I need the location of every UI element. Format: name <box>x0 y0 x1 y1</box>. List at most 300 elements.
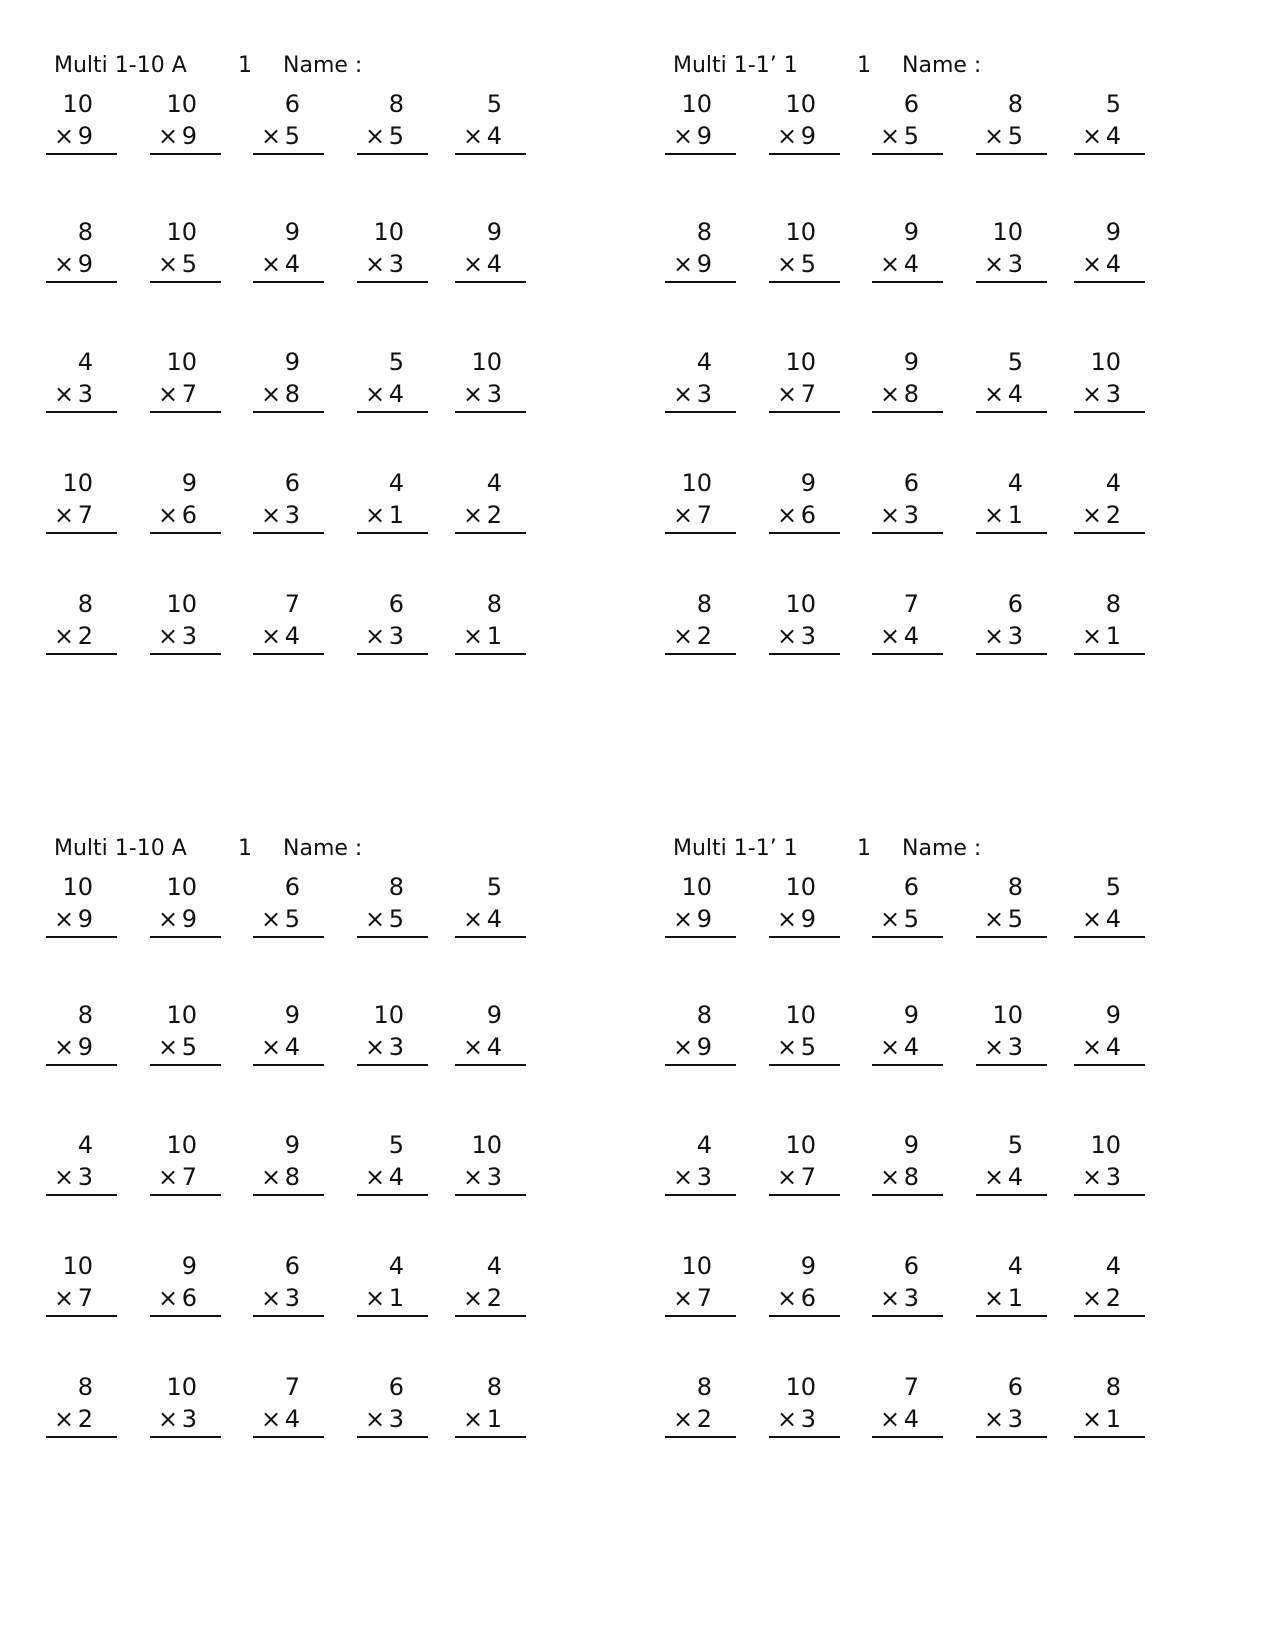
answer-line <box>357 1285 428 1317</box>
times-sign: × <box>54 905 75 933</box>
multiplication-problem <box>976 589 1047 653</box>
multiplier: 6 <box>800 501 816 529</box>
answer-line <box>872 381 943 413</box>
multiplicand: 8 <box>388 90 404 118</box>
multiplication-problem <box>665 589 736 653</box>
multiplier: 8 <box>903 1163 919 1191</box>
multiplicand: 9 <box>181 469 197 497</box>
multiplicand: 7 <box>284 590 300 618</box>
multiplier: 3 <box>1007 1405 1023 1433</box>
times-sign: × <box>673 250 694 278</box>
multiplication-problem <box>769 347 840 411</box>
answer-line <box>253 502 324 534</box>
times-sign: × <box>1082 1405 1103 1433</box>
answer-line <box>455 1406 526 1438</box>
multiplication-problem <box>976 1251 1047 1315</box>
answer-line <box>357 1406 428 1438</box>
multiplier: 3 <box>77 1163 93 1191</box>
times-sign: × <box>1082 1033 1103 1061</box>
multiplication-problem <box>357 589 428 653</box>
multiplicand: 10 <box>373 1001 404 1029</box>
problem-row <box>665 217 1225 281</box>
answer-line <box>1074 251 1145 283</box>
multiplier: 4 <box>486 905 502 933</box>
multiplicand: 4 <box>77 1131 93 1159</box>
multiplier: 9 <box>77 250 93 278</box>
answer-line <box>665 906 736 938</box>
multiplicand: 8 <box>388 873 404 901</box>
multiplication-problem <box>665 1000 736 1064</box>
worksheet-title: Multi 1-10 A <box>54 53 187 78</box>
multiplication-problem <box>769 589 840 653</box>
times-sign: × <box>261 250 282 278</box>
times-sign: × <box>1082 905 1103 933</box>
multiplier: 1 <box>486 1405 502 1433</box>
times-sign: × <box>984 905 1005 933</box>
answer-line <box>253 1034 324 1066</box>
times-sign: × <box>777 1284 798 1312</box>
problem-row <box>46 89 606 153</box>
multiplication-problem <box>976 347 1047 411</box>
worksheet <box>665 50 1225 690</box>
name-label: Name : <box>283 836 363 861</box>
worksheet-header <box>46 50 566 82</box>
multiplicand: 4 <box>1007 1252 1023 1280</box>
answer-line <box>357 1034 428 1066</box>
answer-line <box>769 1285 840 1317</box>
answer-line <box>150 1406 221 1438</box>
multiplier: 9 <box>77 122 93 150</box>
times-sign: × <box>673 1405 694 1433</box>
times-sign: × <box>158 622 179 650</box>
times-sign: × <box>463 380 484 408</box>
multiplication-problem <box>253 1372 324 1436</box>
times-sign: × <box>777 1163 798 1191</box>
answer-line <box>357 251 428 283</box>
multiplication-problem <box>46 1000 117 1064</box>
multiplicand: 8 <box>1007 90 1023 118</box>
multiplicand: 5 <box>486 873 502 901</box>
multiplication-problem <box>46 468 117 532</box>
multiplication-problem <box>150 589 221 653</box>
multiplication-problem <box>665 217 736 281</box>
problem-row <box>46 468 606 532</box>
times-sign: × <box>463 1163 484 1191</box>
multiplier: 9 <box>77 1033 93 1061</box>
answer-line <box>253 1164 324 1196</box>
worksheet-number: 1 <box>238 836 252 861</box>
worksheet-title: Multi 1-1’ 1 <box>673 53 798 78</box>
times-sign: × <box>158 1284 179 1312</box>
multiplicand: 6 <box>903 90 919 118</box>
answer-line <box>872 623 943 655</box>
multiplier: 1 <box>1007 1284 1023 1312</box>
multiplier: 7 <box>181 1163 197 1191</box>
multiplication-problem <box>872 468 943 532</box>
worksheet-header <box>665 50 1185 82</box>
multiplier: 2 <box>77 622 93 650</box>
multiplicand: 10 <box>62 1252 93 1280</box>
multiplication-problem <box>872 217 943 281</box>
multiplicand: 10 <box>681 90 712 118</box>
answer-line <box>976 1164 1047 1196</box>
multiplier: 2 <box>486 1284 502 1312</box>
multiplicand: 8 <box>696 590 712 618</box>
multiplicand: 6 <box>1007 1373 1023 1401</box>
multiplicand: 8 <box>696 1001 712 1029</box>
multiplicand: 10 <box>62 90 93 118</box>
answer-line <box>455 502 526 534</box>
multiplication-problem <box>872 89 943 153</box>
multiplier: 7 <box>696 1284 712 1312</box>
answer-line <box>976 906 1047 938</box>
answer-line <box>872 251 943 283</box>
multiplier: 9 <box>181 122 197 150</box>
multiplication-problem <box>357 347 428 411</box>
multiplier: 7 <box>181 380 197 408</box>
multiplicand: 8 <box>696 218 712 246</box>
multiplicand: 10 <box>62 469 93 497</box>
times-sign: × <box>673 1033 694 1061</box>
answer-line <box>665 1164 736 1196</box>
multiplier: 3 <box>1105 380 1121 408</box>
multiplicand: 4 <box>1105 1252 1121 1280</box>
multiplicand: 7 <box>903 1373 919 1401</box>
answer-line <box>46 251 117 283</box>
multiplier: 2 <box>696 1405 712 1433</box>
problem-row <box>46 217 606 281</box>
answer-line <box>872 1034 943 1066</box>
multiplication-problem <box>769 468 840 532</box>
worksheet-header <box>665 833 1185 865</box>
answer-line <box>46 623 117 655</box>
multiplication-problem <box>357 1372 428 1436</box>
multiplication-problem <box>150 1130 221 1194</box>
multiplicand: 6 <box>388 1373 404 1401</box>
times-sign: × <box>777 250 798 278</box>
answer-line <box>1074 1406 1145 1438</box>
multiplication-problem <box>150 347 221 411</box>
times-sign: × <box>365 122 386 150</box>
multiplicand: 8 <box>1105 590 1121 618</box>
times-sign: × <box>463 1405 484 1433</box>
multiplication-problem <box>455 1251 526 1315</box>
multiplication-problem <box>769 1130 840 1194</box>
multiplicand: 6 <box>903 469 919 497</box>
multiplier: 5 <box>284 905 300 933</box>
answer-line <box>150 502 221 534</box>
multiplication-problem <box>150 1251 221 1315</box>
multiplication-problem <box>976 89 1047 153</box>
multiplicand: 10 <box>166 348 197 376</box>
multiplier: 3 <box>388 1033 404 1061</box>
times-sign: × <box>261 380 282 408</box>
multiplier: 4 <box>1105 1033 1121 1061</box>
times-sign: × <box>261 1163 282 1191</box>
answer-line <box>769 123 840 155</box>
answer-line <box>150 251 221 283</box>
multiplicand: 5 <box>1105 873 1121 901</box>
multiplier: 4 <box>388 1163 404 1191</box>
worksheet-title: Multi 1-1’ 1 <box>673 836 798 861</box>
multiplicand: 10 <box>785 1131 816 1159</box>
answer-line <box>665 251 736 283</box>
answer-line <box>455 1034 526 1066</box>
multiplication-problem <box>769 1251 840 1315</box>
times-sign: × <box>1082 622 1103 650</box>
times-sign: × <box>463 622 484 650</box>
times-sign: × <box>880 122 901 150</box>
multiplier: 9 <box>77 905 93 933</box>
answer-line <box>455 623 526 655</box>
multiplicand: 6 <box>284 1252 300 1280</box>
multiplier: 9 <box>696 905 712 933</box>
problem-row <box>665 1251 1225 1315</box>
times-sign: × <box>158 1163 179 1191</box>
multiplication-problem <box>253 1000 324 1064</box>
multiplication-problem <box>872 1130 943 1194</box>
answer-line <box>46 1034 117 1066</box>
answer-line <box>253 1406 324 1438</box>
multiplier: 5 <box>800 1033 816 1061</box>
times-sign: × <box>673 622 694 650</box>
multiplier: 4 <box>903 622 919 650</box>
multiplicand: 10 <box>992 1001 1023 1029</box>
times-sign: × <box>1082 250 1103 278</box>
multiplicand: 10 <box>785 590 816 618</box>
multiplier: 3 <box>388 1405 404 1433</box>
multiplier: 8 <box>903 380 919 408</box>
multiplier: 4 <box>903 250 919 278</box>
multiplication-problem <box>976 1372 1047 1436</box>
problem-row <box>665 89 1225 153</box>
multiplication-problem <box>253 1251 324 1315</box>
multiplication-problem <box>253 468 324 532</box>
multiplier: 6 <box>181 1284 197 1312</box>
multiplication-problem <box>665 1130 736 1194</box>
problem-row <box>665 468 1225 532</box>
times-sign: × <box>984 1284 1005 1312</box>
multiplier: 4 <box>284 1033 300 1061</box>
multiplier: 3 <box>1007 1033 1023 1061</box>
times-sign: × <box>984 1033 1005 1061</box>
answer-line <box>253 123 324 155</box>
multiplication-problem <box>455 1372 526 1436</box>
multiplication-problem <box>455 347 526 411</box>
multiplication-problem <box>769 1372 840 1436</box>
multiplier: 4 <box>1007 1163 1023 1191</box>
multiplier: 5 <box>388 905 404 933</box>
multiplier: 5 <box>388 122 404 150</box>
worksheet-number: 1 <box>238 53 252 78</box>
multiplication-problem <box>46 347 117 411</box>
answer-line <box>253 1285 324 1317</box>
answer-line <box>976 1285 1047 1317</box>
answer-line <box>769 1406 840 1438</box>
problem-row <box>46 1372 606 1436</box>
multiplication-problem <box>150 872 221 936</box>
worksheet-number: 1 <box>857 836 871 861</box>
answer-line <box>150 123 221 155</box>
multiplication-problem <box>357 89 428 153</box>
answer-line <box>665 1406 736 1438</box>
multiplication-problem <box>46 217 117 281</box>
multiplier: 4 <box>1007 380 1023 408</box>
problem-row <box>46 1130 606 1194</box>
times-sign: × <box>365 1163 386 1191</box>
times-sign: × <box>463 1284 484 1312</box>
multiplier: 3 <box>181 622 197 650</box>
multiplicand: 10 <box>785 348 816 376</box>
multiplier: 4 <box>284 1405 300 1433</box>
times-sign: × <box>365 380 386 408</box>
multiplication-problem <box>872 347 943 411</box>
multiplicand: 4 <box>486 469 502 497</box>
multiplication-problem <box>150 1372 221 1436</box>
times-sign: × <box>463 1033 484 1061</box>
multiplier: 4 <box>284 622 300 650</box>
times-sign: × <box>54 501 75 529</box>
multiplication-problem <box>253 217 324 281</box>
multiplication-problem <box>1074 347 1145 411</box>
multiplicand: 8 <box>77 1373 93 1401</box>
multiplication-problem <box>46 872 117 936</box>
answer-line <box>455 123 526 155</box>
multiplicand: 10 <box>471 1131 502 1159</box>
times-sign: × <box>673 122 694 150</box>
multiplier: 7 <box>77 501 93 529</box>
multiplicand: 9 <box>284 1001 300 1029</box>
multiplicand: 10 <box>373 218 404 246</box>
multiplicand: 9 <box>903 348 919 376</box>
answer-line <box>455 251 526 283</box>
multiplicand: 7 <box>284 1373 300 1401</box>
multiplicand: 9 <box>1105 1001 1121 1029</box>
problem-row <box>46 589 606 653</box>
times-sign: × <box>880 501 901 529</box>
times-sign: × <box>984 1405 1005 1433</box>
multiplicand: 8 <box>486 590 502 618</box>
multiplication-problem <box>665 1372 736 1436</box>
times-sign: × <box>777 501 798 529</box>
answer-line <box>253 906 324 938</box>
multiplier: 3 <box>1007 622 1023 650</box>
times-sign: × <box>880 622 901 650</box>
multiplication-problem <box>253 1130 324 1194</box>
times-sign: × <box>463 501 484 529</box>
multiplication-problem <box>872 1000 943 1064</box>
multiplicand: 8 <box>1007 873 1023 901</box>
answer-line <box>872 1285 943 1317</box>
times-sign: × <box>1082 1163 1103 1191</box>
times-sign: × <box>463 905 484 933</box>
multiplier: 1 <box>1105 622 1121 650</box>
multiplicand: 4 <box>77 348 93 376</box>
multiplier: 5 <box>1007 905 1023 933</box>
times-sign: × <box>777 1033 798 1061</box>
answer-line <box>872 1164 943 1196</box>
times-sign: × <box>365 250 386 278</box>
multiplier: 6 <box>800 1284 816 1312</box>
multiplier: 5 <box>181 1033 197 1061</box>
multiplication-problem <box>455 217 526 281</box>
multiplication-problem <box>455 589 526 653</box>
multiplicand: 10 <box>166 90 197 118</box>
multiplicand: 10 <box>471 348 502 376</box>
answer-line <box>46 1285 117 1317</box>
answer-line <box>1074 502 1145 534</box>
answer-line <box>769 1034 840 1066</box>
multiplier: 3 <box>696 1163 712 1191</box>
multiplier: 2 <box>1105 501 1121 529</box>
times-sign: × <box>54 1163 75 1191</box>
multiplicand: 10 <box>785 1001 816 1029</box>
times-sign: × <box>54 380 75 408</box>
multiplicand: 10 <box>1090 1131 1121 1159</box>
multiplier: 9 <box>800 905 816 933</box>
times-sign: × <box>54 122 75 150</box>
multiplier: 2 <box>696 622 712 650</box>
multiplication-problem <box>1074 217 1145 281</box>
times-sign: × <box>365 1284 386 1312</box>
multiplier: 1 <box>1105 1405 1121 1433</box>
multiplicand: 9 <box>486 218 502 246</box>
multiplication-problem <box>769 217 840 281</box>
answer-line <box>976 251 1047 283</box>
multiplication-problem <box>872 1372 943 1436</box>
multiplicand: 10 <box>62 873 93 901</box>
multiplier: 5 <box>903 122 919 150</box>
problem-row <box>665 347 1225 411</box>
answer-line <box>769 623 840 655</box>
multiplier: 5 <box>181 250 197 278</box>
multiplication-problem <box>455 1000 526 1064</box>
times-sign: × <box>261 1405 282 1433</box>
multiplicand: 9 <box>800 1252 816 1280</box>
multiplication-problem <box>665 1251 736 1315</box>
problem-row <box>46 1251 606 1315</box>
multiplication-problem <box>253 872 324 936</box>
answer-line <box>1074 1285 1145 1317</box>
times-sign: × <box>777 122 798 150</box>
answer-line <box>46 381 117 413</box>
multiplicand: 8 <box>77 218 93 246</box>
multiplier: 7 <box>696 501 712 529</box>
problem-row <box>46 347 606 411</box>
multiplication-problem <box>976 872 1047 936</box>
multiplication-problem <box>872 872 943 936</box>
multiplier: 7 <box>800 1163 816 1191</box>
multiplicand: 10 <box>785 90 816 118</box>
multiplier: 7 <box>77 1284 93 1312</box>
multiplicand: 5 <box>1105 90 1121 118</box>
answer-line <box>357 381 428 413</box>
multiplier: 3 <box>284 1284 300 1312</box>
answer-line <box>150 1034 221 1066</box>
answer-line <box>455 1164 526 1196</box>
answer-line <box>150 381 221 413</box>
multiplier: 2 <box>77 1405 93 1433</box>
answer-line <box>150 1164 221 1196</box>
multiplier: 4 <box>903 1405 919 1433</box>
multiplier: 3 <box>486 380 502 408</box>
multiplication-problem <box>46 89 117 153</box>
problem-row <box>665 872 1225 936</box>
times-sign: × <box>261 1284 282 1312</box>
name-label: Name : <box>902 53 982 78</box>
times-sign: × <box>777 905 798 933</box>
multiplication-problem <box>46 1251 117 1315</box>
